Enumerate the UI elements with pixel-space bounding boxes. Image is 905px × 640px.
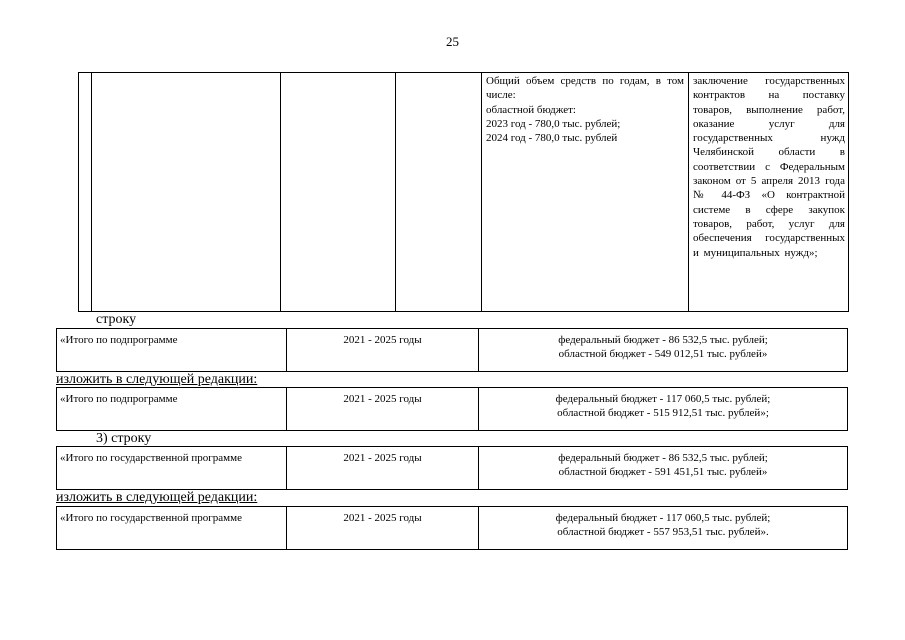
row-name: «Итого по подпрограмме — [60, 393, 178, 405]
funding-line: федеральный бюджет - 86 532,5 тыс. рублей; — [558, 334, 768, 346]
table-cell-activity — [91, 72, 281, 312]
table-cell-period — [395, 72, 482, 312]
amount-text-line: областной бюджет: — [486, 103, 576, 116]
table-cell-method: заключение государственных контрактов на поставку товаров, выполнение работ, оказание услуг для государственных нужд Челябинской области в соответствии с Федеральным законом от 5 апреля 2013 года № 44-ФЗ «О контрактной системе в сфере закупок товаров, работ, услуг для обеспечения государственных и муниципальных нужд»; — [688, 72, 849, 312]
funding-line: федеральный бюджет - 117 060,5 тыс. рублей; — [555, 512, 771, 524]
amount-text-line: Общий объем средств по годам, в том числе: — [486, 75, 684, 102]
row-funding-cell — [478, 506, 848, 550]
funding-line: областной бюджет - 515 912,51 тыс. рублей»; — [557, 407, 769, 420]
funding-line: областной бюджет - 591 451,51 тыс. рублей» — [558, 466, 768, 479]
section-label: изложить в следующей редакции: — [56, 490, 258, 505]
row-name: «Итого по подпрограмме — [60, 334, 178, 346]
row-period-cell — [286, 506, 479, 550]
row-period: 2021 - 2025 годы — [343, 393, 422, 405]
row-name-cell — [56, 446, 287, 490]
row-funding-cell — [478, 446, 848, 490]
funding-line: областной бюджет - 549 012,51 тыс. рублей» — [558, 348, 768, 361]
row-period-cell — [286, 446, 479, 490]
row-period: 2021 - 2025 годы — [343, 452, 422, 464]
row-funding-cell — [478, 328, 848, 372]
table-cell-amount — [481, 72, 689, 312]
row-name-cell — [56, 387, 287, 431]
table-cell-number — [78, 72, 92, 312]
row-name: «Итого по государственной программе — [60, 512, 242, 524]
section-label: 3) строку — [96, 431, 152, 446]
page-number: 25 — [446, 34, 459, 49]
row-period: 2021 - 2025 годы — [343, 512, 422, 524]
row-name-cell — [56, 328, 287, 372]
row-period-cell — [286, 387, 479, 431]
amount-text-line: 2023 год - 780,0 тыс. рублей; — [486, 117, 621, 130]
row-funding-cell — [478, 387, 848, 431]
row-name: «Итого по государственной программе — [60, 452, 242, 464]
funding-line: федеральный бюджет - 86 532,5 тыс. рублей; — [558, 452, 768, 464]
table-cell-executor — [280, 72, 396, 312]
section-label: строку — [96, 312, 137, 327]
row-period-cell — [286, 328, 479, 372]
funding-line: федеральный бюджет - 117 060,5 тыс. рублей; — [555, 393, 771, 405]
amount-text-line: 2024 год - 780,0 тыс. рублей — [486, 132, 618, 145]
section-label: изложить в следующей редакции: — [56, 372, 258, 387]
row-period: 2021 - 2025 годы — [343, 334, 422, 346]
funding-line: областной бюджет - 557 953,51 тыс. рублей». — [557, 526, 769, 539]
row-name-cell — [56, 506, 287, 550]
